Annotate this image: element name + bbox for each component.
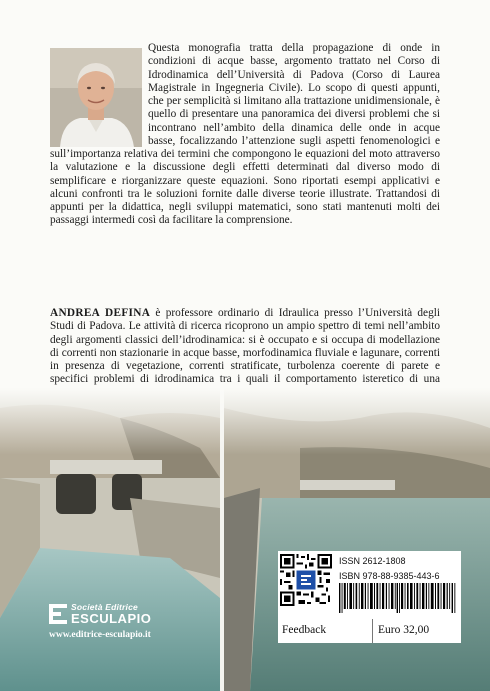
issn-label: ISSN 2612-1808 bbox=[339, 556, 406, 566]
river-photo bbox=[0, 388, 490, 691]
isbn-label: ISBN 978-88-9385-443-6 bbox=[339, 571, 440, 581]
publisher-logo bbox=[49, 603, 151, 625]
qr-code-icon[interactable] bbox=[280, 554, 332, 606]
publisher-line2: ESCULAPIO bbox=[71, 610, 152, 626]
publisher-mark-icon bbox=[49, 604, 67, 624]
author-portrait bbox=[50, 48, 142, 147]
price-label: Euro 32,00 bbox=[378, 624, 430, 636]
info-divider bbox=[372, 619, 373, 643]
feedback-label[interactable]: Feedback bbox=[282, 624, 327, 636]
publisher-line1: Società Editrice bbox=[71, 602, 138, 612]
author-bio: è professore ordinario di Idraulica presso l’Università degli Studi di Padova. Le attività di ricerca ricoprono un ampio spettro di temi nell’ambito degli argomenti classici dell’idrodinamica: si è occupato e si occupa di modellazione di correnti non stazionarie in acque basse, morfodinamica fluviale e lagunare, correnti in presenza di vegetazione, correnti stratificate, turbolenza coerente di parete e specifici problemi di idrodinamica tra i quali il comportamento isteretico di una bbox=[50, 307, 440, 386]
barcode-icon bbox=[339, 583, 457, 613]
publisher-website[interactable]: www.editrice-esculapio.it bbox=[49, 630, 151, 640]
intro-paragraph: Questa monografia tratta della propagazione di onde in condizioni di acque basse, argomento trattato nel Corso di Idrodinamica dell’Università di Padova (Corso di Laurea Magistrale in Ingegneria Civile). Lo scopo di questi appunti, che per semplicità si limitano alla trattazione unidimensionale, è quello di presentare una panoramica dei diversi problemi che si incontrano nell’ambito della dinamica delle onde in acque basse, focalizzando l’attenzione sugli aspetti fenomenologici e sull’importanza relativa dei termini che compongono le equazioni del moto attraverso la valutazione e la discussione degli effetti determinati dal diverso modo di semplificare e riorganizzare queste equazioni. Sono riportati esempi applicativi e alcuni confronti tra le soluzioni fornite dalle diverse teorie illustrate. Trattandosi di appunti per la didattica, negli sviluppi matematici, sono stati mantenuti molti dei passaggi intermedi così da facilitare la comprensione. bbox=[50, 42, 440, 227]
info-box bbox=[278, 551, 461, 643]
author-name: ANDREA DEFINA bbox=[50, 307, 151, 319]
